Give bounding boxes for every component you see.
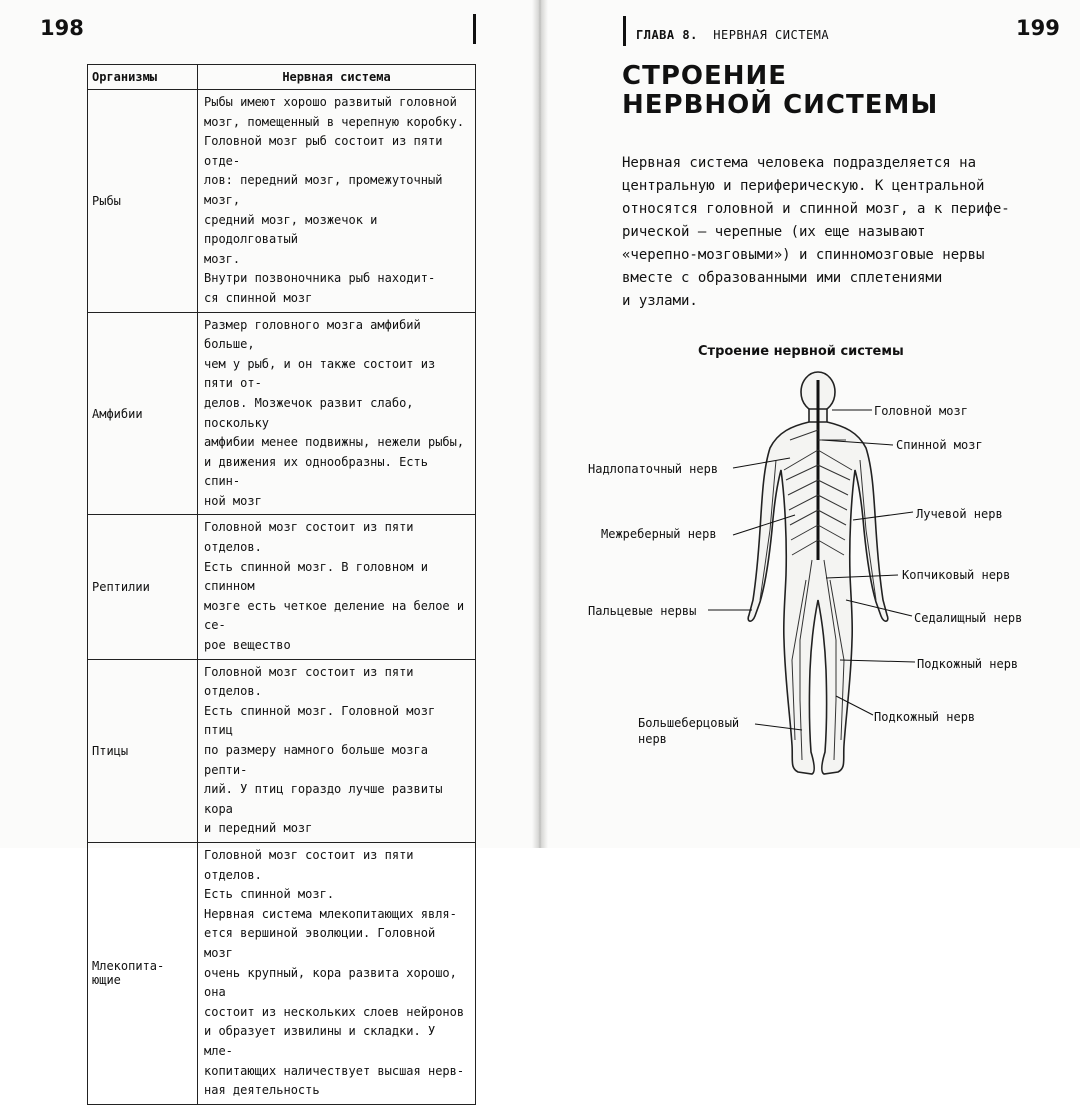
description-line: рое вещество <box>204 638 291 653</box>
organism-cell: Птицы <box>88 659 198 842</box>
description-line: Нервная система млекопитающих явля- <box>204 906 457 921</box>
section-title-line2: НЕРВНОЙ СИСТЕМЫ <box>622 90 939 120</box>
intro-line: и узлами. <box>622 293 698 309</box>
description-line: мозг. <box>204 251 241 266</box>
description-line: Есть спинной мозг. <box>204 887 335 902</box>
label-sciatic-nerve: Седалищный нерв <box>914 611 1023 625</box>
organism-cell: Амфибии <box>88 312 198 515</box>
label-brain: Головной мозг <box>874 404 968 418</box>
description-line: амфибии менее подвижны, нежели рыбы, <box>204 435 465 450</box>
description-line: и передний мозг <box>204 821 313 836</box>
description-line: Головной мозг рыб состоит из пяти отде- <box>204 134 443 168</box>
intro-line: относятся головной и спинной мозг, а к перифе- <box>622 201 1010 217</box>
chapter-title: НЕРВНАЯ СИСТЕМА <box>713 28 830 42</box>
intro-line: центральную и периферическую. К центральной <box>622 178 985 194</box>
description-line: Есть спинной мозг. В головном и спинном <box>204 559 428 594</box>
label-radial-nerve: Лучевой нерв <box>916 507 1003 521</box>
description-cell <box>198 842 476 1104</box>
intro-line: вместе с образованными ими сплетениями <box>622 270 943 286</box>
label-tibial-nerve: Большеберцовый нерв <box>638 716 740 746</box>
label-intercostal-nerve: Межреберный нерв <box>601 527 717 541</box>
description-line: мозге есть четкое деление на белое и се- <box>204 598 465 633</box>
description-line: средний мозг, мозжечок и продолговатый <box>204 212 378 247</box>
description-line: очень крупный, кора развита хорошо, она <box>204 965 457 1000</box>
organism-cell: Млекопита- ющие <box>88 842 198 1104</box>
organism-cell: Рептилии <box>88 515 198 659</box>
label-suprascapular-nerve: Надлопаточный нерв <box>588 462 719 476</box>
description-line: копитающих наличествует высшая нерв- <box>204 1063 465 1078</box>
description-line: Внутри позвоночника рыб находит- <box>204 271 436 286</box>
header-organisms: Организмы <box>88 65 198 90</box>
description-line: и образует извилины и складки. У мле- <box>204 1024 436 1058</box>
label-spinal-cord: Спинной мозг <box>896 438 983 452</box>
section-title-line1: СТРОЕНИЕ <box>622 61 788 91</box>
description-line: Есть спинной мозг. Головной мозг птиц <box>204 703 436 738</box>
description-line: Рыбы имеют хорошо развитый головной <box>204 95 457 109</box>
description-line: Головной мозг состоит из пяти отделов. <box>204 664 414 699</box>
page-number-right: 199 <box>1016 16 1060 40</box>
description-line: по размеру намного больше мозга репти- <box>204 743 428 777</box>
header-nervous-system: Нервная система <box>198 65 476 90</box>
table-row <box>88 842 476 1104</box>
description-line: лов: передний мозг, промежуточный мозг, <box>204 173 443 207</box>
intro-line: рической — черепные (их еще называют <box>622 224 926 240</box>
description-line: Головной мозг состоит из пяти отделов. <box>204 520 414 555</box>
description-line: ной мозг <box>204 493 262 508</box>
description-line: ся спинной мозг <box>204 290 313 305</box>
description-line: Головной мозг состоит из пяти отделов. <box>204 847 414 882</box>
intro-line: Нервная система человека подразделяется на <box>622 155 977 171</box>
label-digital-nerves: Пальцевые нервы <box>588 604 697 618</box>
description-line: лий. У птиц гораздо лучше развиты кора <box>204 782 443 816</box>
description-line: состоит из нескольких слоев нейронов <box>204 1004 465 1019</box>
description-line: делов. Мозжечок развит слабо, поскольку <box>204 395 414 430</box>
organism-cell: Рыбы <box>88 90 198 313</box>
label-saphenous-nerve-2: Подкожный нерв <box>874 710 976 724</box>
description-line: мозг, помещенный в черепную коробку. <box>204 114 465 129</box>
description-line: чем у рыб, и он также состоит из пяти от- <box>204 356 436 391</box>
label-saphenous-nerve-1: Подкожный нерв <box>917 657 1019 671</box>
description-line: и движения их однообразны. Есть спин- <box>204 454 428 489</box>
intro-line: «черепно-мозговыми») и спинномозговые нервы <box>622 247 985 263</box>
chapter-label: ГЛАВА 8. <box>636 28 698 42</box>
description-line: Размер головного мозга амфибий больше, <box>204 317 421 352</box>
page-number-left: 198 <box>40 16 84 40</box>
label-coccygeal-nerve: Копчиковый нерв <box>902 568 1011 582</box>
description-line: ная деятельность <box>204 1083 320 1098</box>
description-line: ется вершиной эволюции. Головной мозг <box>204 926 436 960</box>
figure-caption: Строение нервной системы <box>698 344 904 359</box>
